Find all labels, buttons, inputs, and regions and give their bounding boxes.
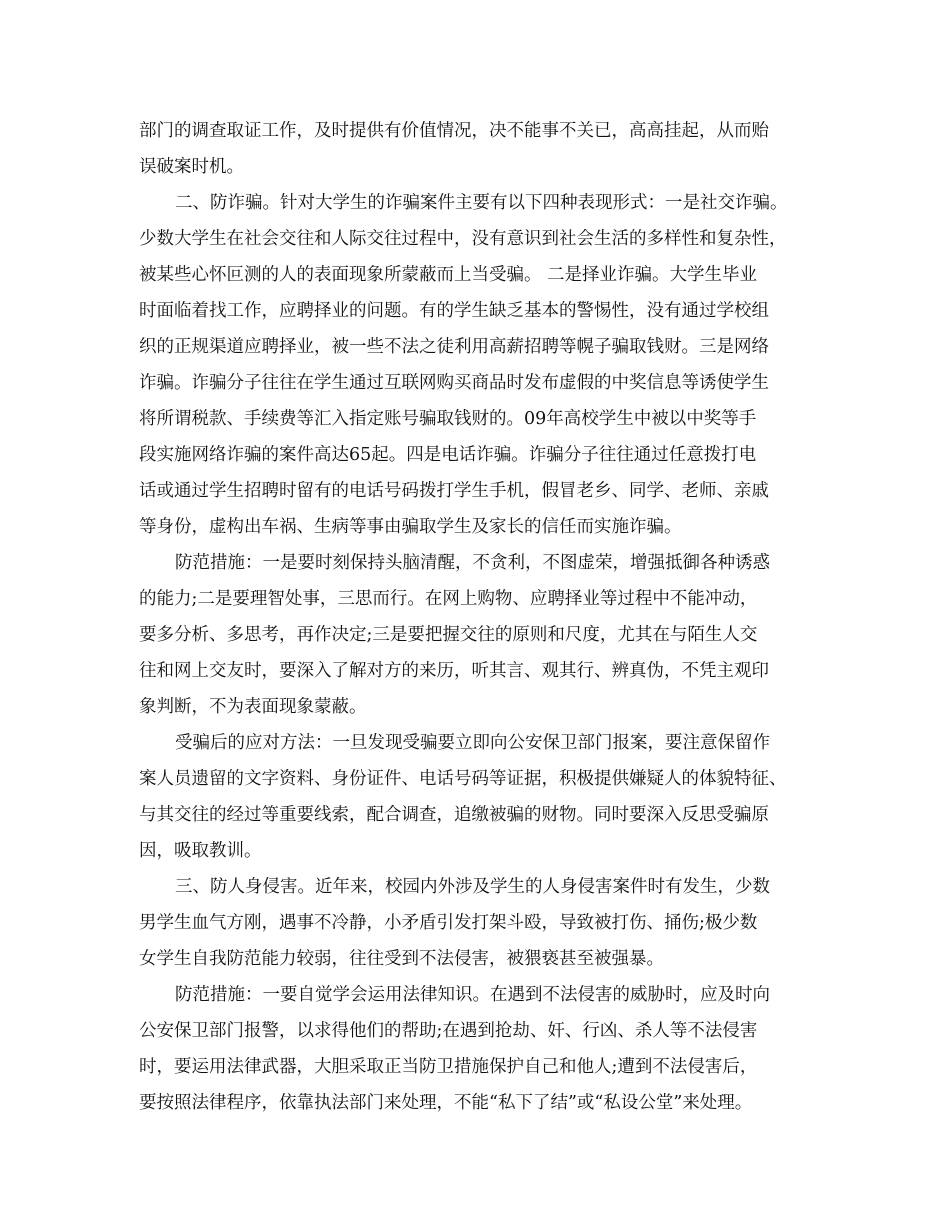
text-line: 时面临着找工作，应聘择业的问题。有的学生缺乏基本的警惕性，没有通过学校组	[139, 301, 769, 321]
text-line: 女学生自我防范能力较弱，往往受到不法侵害，被猥亵甚至被强暴。	[139, 949, 664, 969]
paragraph-start-line: 防范措施：一要自觉学会运用法律知识。在遇到不法侵害的威胁时，应及时向	[175, 985, 770, 1005]
text-line: 公安保卫部门报警，以求得他们的帮助;在遇到抢劫、奸、行凶、杀人等不法侵害	[139, 1021, 758, 1041]
text-line: 因，吸取教训。	[139, 841, 262, 861]
text-line: 与其交往的经过等重要线索，配合调查，追缴被骗的财物。同时要深入反思受骗原	[139, 805, 769, 825]
text-line: 时，要运用法律武器，大胆采取正当防卫措施保护自己和他人;遭到不法侵害后，	[139, 1057, 758, 1077]
text-line: 案人员遗留的文字资料、身份证件、电话号码等证据，积极提供嫌疑人的体貌特征、	[139, 769, 787, 789]
paragraph-start-line: 二、防诈骗。针对大学生的诈骗案件主要有以下四种表现形式：一是社交诈骗。	[175, 193, 788, 213]
text-line: 段实施网络诈骗的案件高达65起。四是电话诈骗。诈骗分子往往通过任意拨打电	[139, 445, 757, 465]
text-line: 将所谓税款、手续费等汇入指定账号骗取钱财的。09年高校学生中被以中奖等手	[139, 409, 757, 429]
paragraph-start-line: 防范措施：一是要时刻保持头脑清醒，不贪利，不图虚荣，增强抵御各种诱惑	[175, 553, 770, 573]
text-line: 男学生血气方刚，遇事不冷静，小矛盾引发打架斗殴，导致被打伤、捅伤;极少数	[139, 913, 758, 933]
text-line: 被某些心怀叵测的人的表面现象所蒙蔽而上当受骗。 二是择业诈骗。大学生毕业	[139, 265, 758, 285]
text-line: 往和网上交友时，要深入了解对方的来历，听其言、观其行、辨真伪，不凭主观印	[139, 661, 769, 681]
text-line: 的能力;二是要理智处事，三思而行。在网上购物、应聘择业等过程中不能冲动，	[139, 589, 758, 609]
text-line: 象判断，不为表面现象蒙蔽。	[139, 697, 367, 717]
text-line: 误破案时机。	[139, 157, 244, 177]
paragraph-start-line: 三、防人身侵害。近年来，校园内外涉及学生的人身侵害案件时有发生，少数	[175, 877, 770, 897]
text-line: 织的正规渠道应聘择业，被一些不法之徒利用高薪招聘等幌子骗取钱财。三是网络	[139, 337, 769, 357]
paragraph-start-line: 受骗后的应对方法：一旦发现受骗要立即向公安保卫部门报案，要注意保留作	[175, 733, 770, 753]
text-line: 诈骗。诈骗分子往往在学生通过互联网购买商品时发布虚假的中奖信息等诱使学生	[139, 373, 769, 393]
text-line: 话或通过学生招聘时留有的电话号码拨打学生手机，假冒老乡、同学、老师、亲戚	[139, 481, 769, 501]
text-line: 等身份，虚构出车祸、生病等事由骗取学生及家长的信任而实施诈骗。	[139, 517, 682, 537]
text-line: 部门的调查取证工作，及时提供有价值情况，决不能事不关已，高高挂起，从而贻	[139, 121, 769, 141]
text-line: 要多分析、多思考，再作决定;三是要把握交往的原则和尺度，尤其在与陌生人交	[139, 625, 758, 645]
text-line: 要按照法律程序，依靠执法部门来处理，不能“私下了结”或“私设公堂”来处理。	[139, 1093, 753, 1113]
text-line: 少数大学生在社会交往和人际交往过程中，没有意识到社会生活的多样性和复杂性，	[139, 229, 787, 249]
